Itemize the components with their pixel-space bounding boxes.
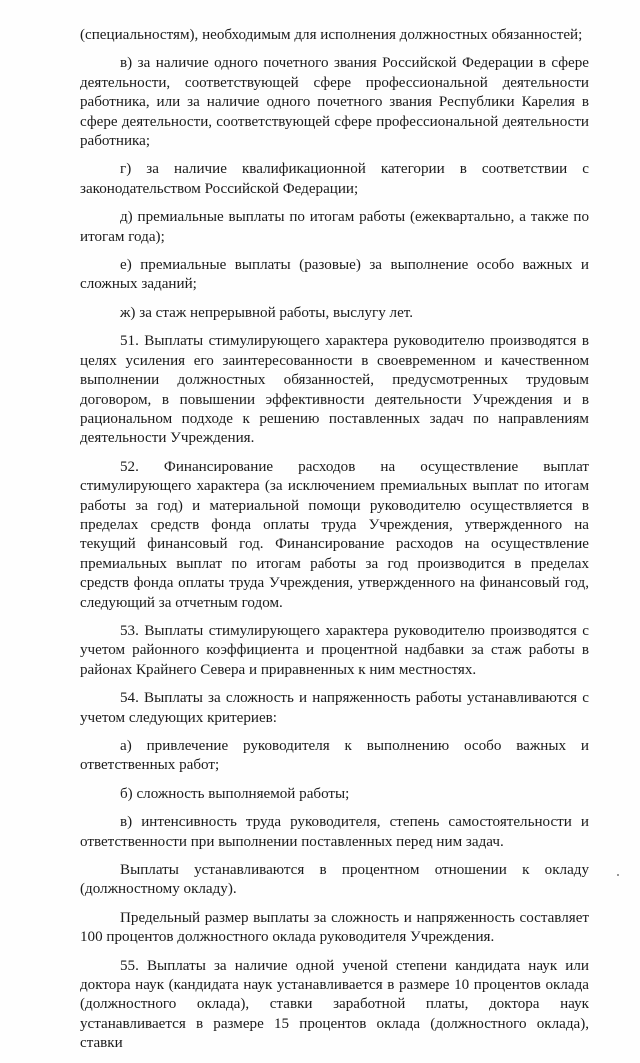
scan-speck	[617, 874, 619, 876]
paragraph-54-item-b: б) сложность выполняемой работы;	[120, 785, 350, 802]
paragraph-limit: Предельный размер выплаты за сложность и напряженность составляет 100 процентов должностного оклада руководителя Учреждения.	[80, 909, 589, 946]
paragraph-51: 51. Выплаты стимулирующего характера руководителю производятся в целях усиления его заинтересованности в своевременном и качественном выполнении должностных обязанностей, предусмотренных трудовым договором, в повышении эффективности деятельности Учреждения и в рациональном подходе к решению поставленных задач по направлениям деятельности Учреждения.	[80, 333, 589, 447]
paragraph-payments-percent: Выплаты устанавливаются в процентном отношении к окладу (должностному окладу).	[80, 862, 589, 898]
paragraph-54: 54. Выплаты за сложность и напряженность работы устанавливаются с учетом следующих критериев:	[80, 690, 589, 726]
paragraph-item-zh: ж) за стаж непрерывной работы, выслугу лет.	[120, 304, 414, 321]
paragraph-item-v: в) за наличие одного почетного звания Российской Федерации в сфере деятельности, соответствующей сфере профессиональной деятельности работника, или за наличие одного почетного звания Республики Карелия в сфере деятельности, соответствующей сфере профессиональной деятельности работника;	[80, 55, 589, 150]
paragraph-continuation: (специальностям), необходимым для исполнения должностных обязанностей;	[80, 27, 583, 43]
paragraph-54-item-v: в) интенсивность труда руководителя, степень самостоятельности и ответственности при выполнении поставленных перед ним задач.	[80, 814, 589, 850]
paragraph-53: 53. Выплаты стимулирующего характера руководителю производятся с учетом районного коэффициента и процентной надбавки за стаж работы в районах Крайнего Севера и приравненных к ним местностях.	[80, 622, 589, 678]
paragraph-item-d: д) премиальные выплаты по итогам работы (ежеквартально, а также по итогам года);	[80, 209, 589, 245]
paragraph-item-e: е) премиальные выплаты (разовые) за выполнение особо важных и сложных заданий;	[80, 257, 589, 293]
document-body	[80, 26, 589, 1063]
paragraph-item-g: г) за наличие квалификационной категории в соответствии с законодательством Российской Федерации;	[80, 161, 589, 197]
paragraph-55: 55. Выплаты за наличие одной ученой степени кандидата наук или доктора наук (кандидата наук устанавливается в размере 10 процентов оклада (должностного оклада), ставки заработной платы, доктора наук устанавливается в размере 15 процентов оклада (должностного оклада), ставки	[80, 957, 589, 1052]
paragraph-52: 52. Финансирование расходов на осуществление выплат стимулирующего характера (за исключением премиальных выплат по итогам работы за год) и материальной помощи руководителю осуществляется в пределах средств фонда оплаты труда Учреждения, утвержденного на текущий финансовый год. Финансирование расходов на осуществление премиальных выплат по итогам работы за год производится в пределах средств фонда оплаты труда Учреждения, утвержденного на финансовый год, следующий за отчетным годом.	[80, 458, 589, 611]
paragraph-54-item-a: а) привлечение руководителя к выполнению особо важных и ответственных работ;	[80, 738, 589, 774]
